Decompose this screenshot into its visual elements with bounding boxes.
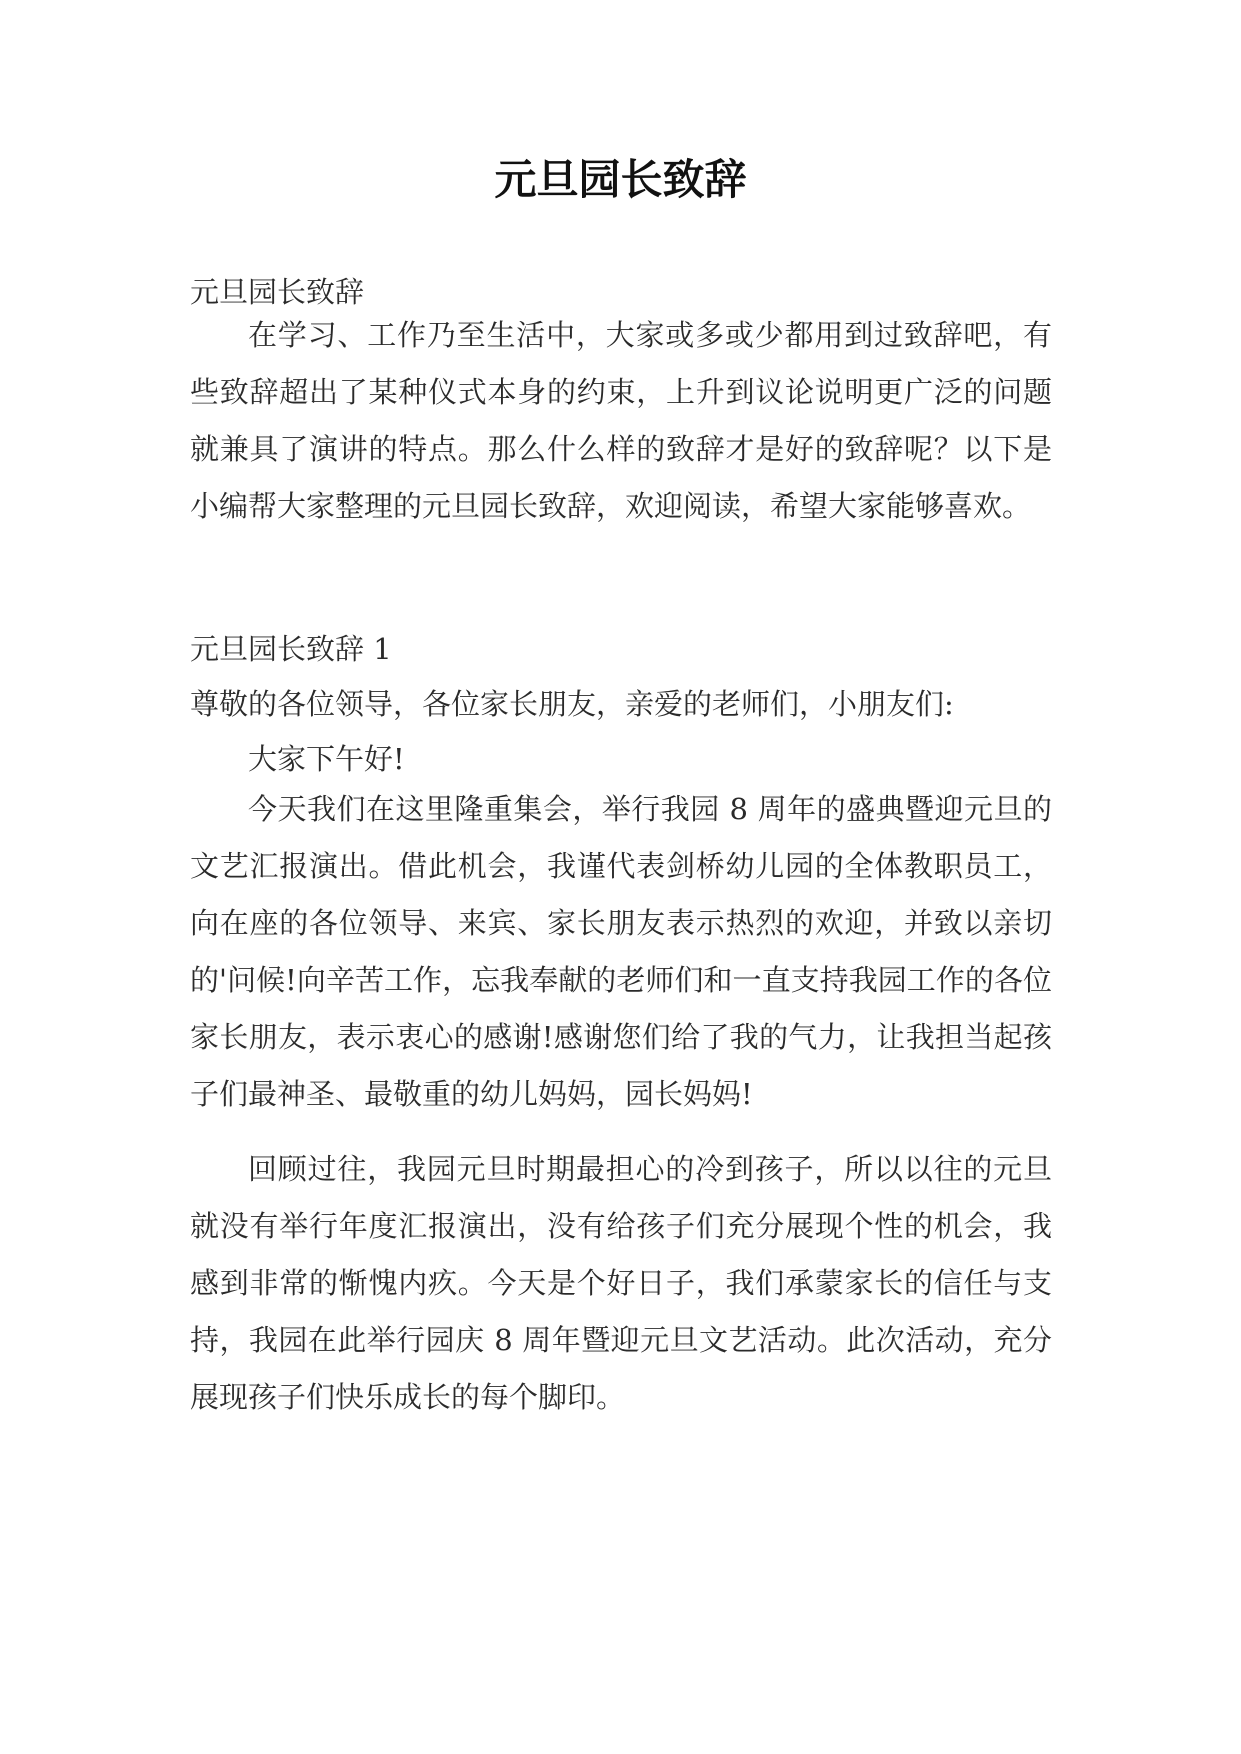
body-paragraph-1: 今天我们在这里隆重集会，举行我园 8 周年的盛典暨迎元旦的文艺汇报演出。借此机会，我谨代表剑桥幼儿园的全体教职员工，向在座的各位领导、来宾、家长朋友表示热烈的欢迎，并致以亲切的'问候!向辛苦工作，忘我奉献的老师们和一直支持我园工作的各位家长朋友，表示衷心的感谢!感谢您们给了我的气力，让我担当起孩子们最神圣、最敬重的幼儿妈妈，园长妈妈! bbox=[190, 792, 1052, 1111]
greeting: 大家下午好! bbox=[248, 742, 405, 776]
section-heading: 元旦园长致辞 1 bbox=[190, 632, 392, 666]
document-subtitle: 元旦园长致辞 bbox=[190, 275, 365, 309]
body-paragraph-2: 回顾过往，我园元旦时期最担心的冷到孩子，所以以往的元旦就没有举行年度汇报演出，没有给孩子们充分展现个性的机会，我感到非常的惭愧内疚。今天是个好日子，我们承蒙家长的信任与支持，我园在此举行园庆 8 周年暨迎元旦文艺活动。此次活动，充分展现孩子们快乐成长的每个脚印。 bbox=[190, 1152, 1052, 1414]
document-title: 元旦园长致辞 bbox=[494, 155, 747, 204]
salutation: 尊敬的各位领导，各位家长朋友，亲爱的老师们，小朋友们: bbox=[190, 687, 954, 721]
intro-paragraph: 在学习、工作乃至生活中，大家或多或少都用到过致辞吧，有些致辞超出了某种仪式本身的约束，上升到议论说明更广泛的问题就兼具了演讲的特点。那么什么样的致辞才是好的致辞呢？以下是小编帮大家整理的元旦园长致辞，欢迎阅读，希望大家能够喜欢。 bbox=[190, 318, 1052, 523]
